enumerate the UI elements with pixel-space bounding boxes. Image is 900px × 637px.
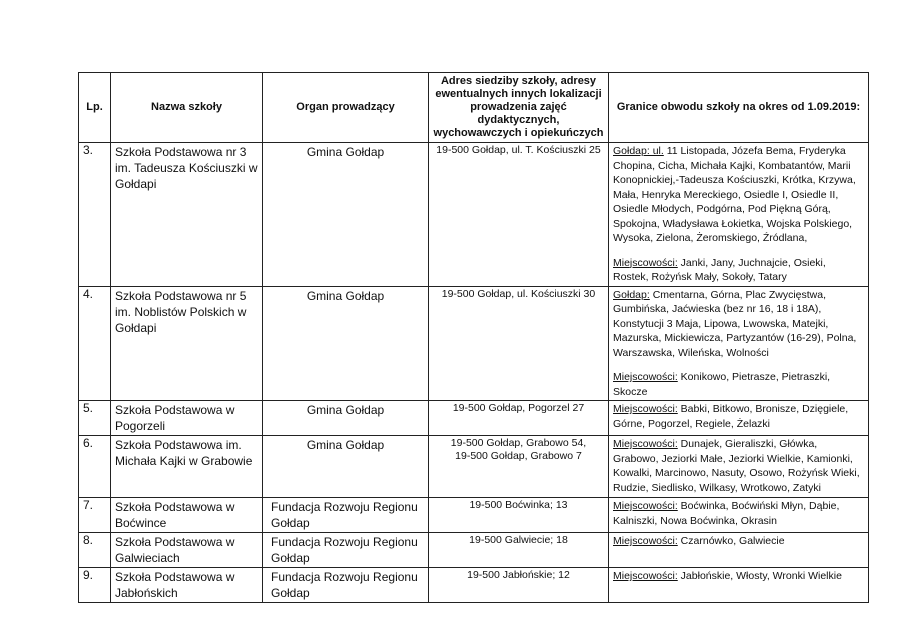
table-row <box>79 143 869 287</box>
row-lp: 8. <box>79 533 111 568</box>
school-address: 19-500 Galwiecie; 18 <box>429 533 609 568</box>
goldap-streets <box>613 144 864 246</box>
villages-label: Miejscowości: <box>613 371 678 383</box>
row-lp: 7. <box>79 498 111 533</box>
school-boundaries <box>609 401 869 436</box>
goldap-label: Gołdap: ul. <box>613 145 664 157</box>
school-address: 19-500 Gołdap, ul. Kościuszki 30 <box>429 286 609 401</box>
school-organ: Gmina Gołdap <box>263 401 429 436</box>
school-address-line-2: 19-500 Gołdap, Grabowo 7 <box>455 450 582 462</box>
table-row <box>79 286 869 401</box>
villages <box>613 256 864 285</box>
villages-label: Miejscowości: <box>613 438 678 450</box>
table-row <box>79 401 869 436</box>
header-organ: Organ prowadzący <box>263 73 429 143</box>
school-address: 19-500 Boćwinka; 13 <box>429 498 609 533</box>
school-organ: Fundacja Rozwoju Regionu Gołdap <box>263 533 429 568</box>
villages <box>613 569 864 584</box>
school-name: Szkoła Podstawowa w Jabłońskich <box>111 568 263 603</box>
villages-label: Miejscowości: <box>613 403 678 415</box>
table-header-row <box>79 73 869 143</box>
villages <box>613 370 864 399</box>
villages-text: Boćwinka, Boćwiński Młyn, Dąbie, Kalniszki, Nowa Boćwinka, Okrasin <box>613 500 840 527</box>
school-address: 19-500 Jabłońskie; 12 <box>429 568 609 603</box>
school-organ: Gmina Gołdap <box>263 286 429 401</box>
row-lp: 6. <box>79 436 111 498</box>
villages-label: Miejscowości: <box>613 535 678 547</box>
villages-label: Miejscowości: <box>613 256 678 269</box>
table-row <box>79 436 869 498</box>
row-lp: 4. <box>79 286 111 401</box>
school-boundaries <box>609 533 869 568</box>
school-organ: Fundacja Rozwoju Regionu Gołdap <box>263 498 429 533</box>
villages-text: Janki, Jany, Juchnajcie, Osieki, Rostek, Rożyńsk Mały, Sokoły, Tatary <box>613 256 826 283</box>
goldap-streets-text: 11 Listopada, Józefa Bema, Fryderyka Chopina, Cicha, Michała Kajki, Kombatantów, Marii Konopnickiej,-Tadeusza Kościuszki, Krótka, Krzywa, Mała, Henryka Mereckiego, Osiedle I, Osiedle II, Osiedle Młodych, Podgórna, Pod Piękną Górą, Spokojna, Władysława Łokietka, Wojska Polskiego, Wysoka, Zielona, Żeromskiego, Źródlana, <box>613 145 856 244</box>
villages-label: Miejscowości: <box>613 500 678 512</box>
school-name: Szkoła Podstawowa w Pogorzeli <box>111 401 263 436</box>
header-boundaries: Granice obwodu szkoły na okres od 1.09.2019: <box>609 73 869 143</box>
villages <box>613 437 864 495</box>
school-boundaries <box>609 286 869 401</box>
villages-text: Babki, Bitkowo, Bronisze, Dzięgiele, Górne, Pogorzel, Regiele, Żelazki <box>613 403 849 430</box>
row-lp: 5. <box>79 401 111 436</box>
table-row <box>79 568 869 603</box>
school-districts-table <box>78 72 869 603</box>
villages <box>613 534 864 549</box>
school-name: Szkoła Podstawowa w Boćwince <box>111 498 263 533</box>
villages <box>613 499 864 528</box>
school-address: 19-500 Gołdap, Pogorzel 27 <box>429 401 609 436</box>
school-address: 19-500 Gołdap, ul. T. Kościuszki 25 <box>429 143 609 287</box>
school-name: Szkoła Podstawowa nr 5 im. Noblistów Polskich w Gołdapi <box>111 286 263 401</box>
villages-label: Miejscowości: <box>613 570 678 582</box>
table-row <box>79 498 869 533</box>
school-address <box>429 436 609 498</box>
school-name: Szkoła Podstawowa nr 3 im. Tadeusza Kościuszki w Gołdapi <box>111 143 263 287</box>
school-boundaries <box>609 436 869 498</box>
villages-text: Dunajek, Gieraliszki, Główka, Grabowo, Jeziorki Małe, Jeziorki Wielkie, Kamionki, Kowalki, Marcinowo, Nasuty, Osowo, Rożyńsk Wieki, Rudzie, Siedlisko, Wilkasy, Wrotkowo, Zatyki <box>613 438 860 494</box>
header-lp: Lp. <box>79 73 111 143</box>
school-address-line-1: 19-500 Gołdap, Grabowo 54, <box>450 437 587 449</box>
school-name: Szkoła Podstawowa w Galwieciach <box>111 533 263 568</box>
school-name: Szkoła Podstawowa im. Michała Kajki w Grabowie <box>111 436 263 498</box>
header-school-name: Nazwa szkoły <box>111 73 263 143</box>
school-boundaries <box>609 498 869 533</box>
school-boundaries <box>609 143 869 287</box>
villages-text: Jabłońskie, Włosty, Wronki Wielkie <box>677 570 842 582</box>
goldap-streets <box>613 288 864 361</box>
row-lp: 3. <box>79 143 111 287</box>
header-address: Adres siedziby szkoły, adresy ewentualnych innych lokalizacji prowadzenia zajęć dydaktycznych, wychowawczych i opiekuńczych <box>429 73 609 143</box>
school-boundaries <box>609 568 869 603</box>
school-organ: Gmina Gołdap <box>263 436 429 498</box>
villages <box>613 402 864 431</box>
goldap-streets-text: Cmentarna, Górna, Plac Zwycięstwa, Gumbińska, Jaćwieska (bez nr 16, 18 i 18A), Konstytucji 3 Maja, Lipowa, Lwowska, Matejki, Mazurska, Mickiewicza, Partyzantów (16-29), Polna, Warszawska, Wileńska, Wolności <box>613 288 857 359</box>
goldap-label: Gołdap: <box>613 288 650 301</box>
row-lp: 9. <box>79 568 111 603</box>
school-organ: Gmina Gołdap <box>263 143 429 287</box>
table-row <box>79 533 869 568</box>
villages-text: Konikowo, Pietrasze, Pietraszki, Skocze <box>613 371 831 398</box>
school-organ: Fundacja Rozwoju Regionu Gołdap <box>263 568 429 603</box>
villages-text: Czarnówko, Galwiecie <box>677 535 785 547</box>
